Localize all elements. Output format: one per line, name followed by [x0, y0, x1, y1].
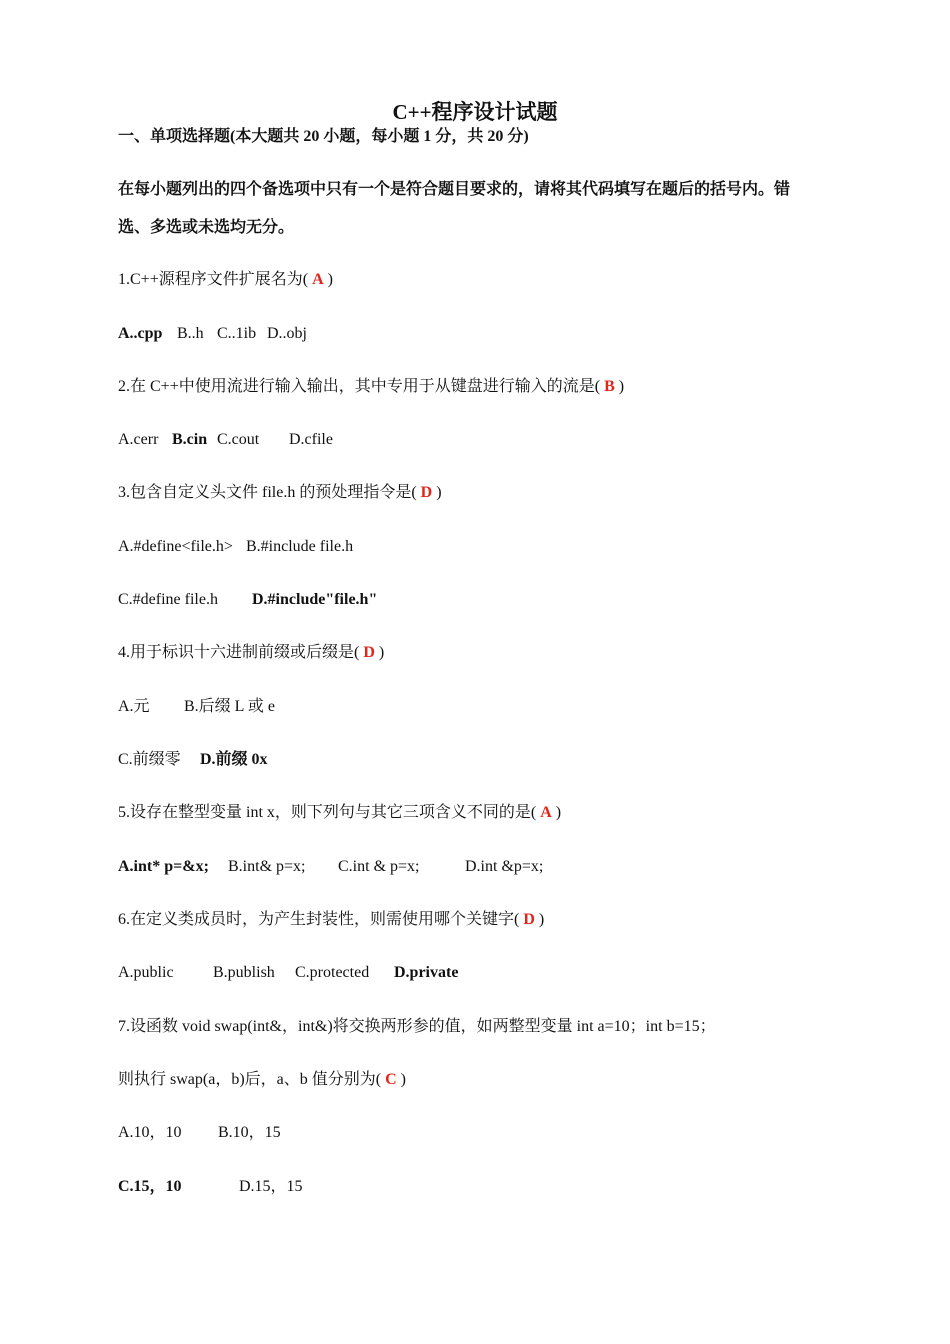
question-1-answer: A — [312, 271, 324, 288]
option-d: D.int &p=x; — [465, 858, 544, 875]
option-c: C.cout — [217, 431, 260, 448]
question-4-answer: D — [363, 644, 375, 661]
option-b: B..h — [177, 325, 204, 342]
option-b: B.cin — [172, 431, 208, 448]
option-d: D.#include"file.h" — [252, 591, 378, 608]
option-b: B.后缀 L 或 e — [184, 698, 275, 715]
section-header: 一、单项选择题(本大题共 20 小题，每小题 1 分，共 20 分) — [118, 128, 529, 145]
option-a: A..cpp — [118, 325, 163, 342]
question-4-stem: 4.用于标识十六进制前缀或后缀是( D ) — [118, 644, 385, 661]
option-a: A.10，10 — [118, 1124, 182, 1141]
option-a: A.元 — [118, 698, 150, 715]
question-5-answer: A — [540, 804, 552, 821]
option-d: D.15，15 — [239, 1178, 303, 1195]
option-b: B.10，15 — [218, 1124, 281, 1141]
option-d: D.cfile — [289, 431, 333, 448]
option-c: C.前缀零 — [118, 751, 181, 768]
option-c: C.15，10 — [118, 1178, 182, 1195]
question-7-stem-continued: 则执行 swap(a，b)后，a、b 值分别为( C ) — [118, 1071, 406, 1088]
option-a: A.cerr — [118, 431, 159, 448]
instructions-line-1: 在每小题列出的四个备选项中只有一个是符合题目要求的，请将其代码填写在题后的括号内。错 — [118, 181, 791, 198]
option-a: A.public — [118, 964, 174, 981]
option-d: D..obj — [267, 325, 307, 342]
question-2-answer: B — [604, 378, 615, 395]
question-2-stem: 2.在 C++中使用流进行输入输出，其中专用于从键盘进行输入的流是( B ) — [118, 378, 625, 395]
option-d: D.private — [394, 964, 459, 981]
question-6-stem: 6.在定义类成员时，为产生封装性，则需使用哪个关键字( D ) — [118, 911, 545, 928]
page-title: C++程序设计试题 — [392, 100, 558, 124]
option-c: C..1ib — [217, 325, 257, 342]
option-c: C.int & p=x; — [338, 858, 420, 875]
option-a: A.int* p=&x; — [118, 858, 209, 875]
question-3-answer: D — [420, 484, 433, 501]
question-6-answer: D — [523, 911, 535, 928]
option-c: C.protected — [295, 964, 370, 981]
option-c: C.#define file.h — [118, 591, 218, 608]
option-b: B.#include file.h — [246, 538, 354, 555]
option-b: B.publish — [213, 964, 275, 981]
option-b: B.int& p=x; — [228, 858, 306, 875]
option-a: A.#define<file.h> — [118, 538, 233, 555]
question-1-stem: 1.C++源程序文件扩展名为( A ) — [118, 271, 333, 288]
instructions-line-2: 选、多选或未选均无分。 — [118, 219, 295, 236]
option-d: D.前缀 0x — [200, 751, 268, 768]
question-3-stem: 3.包含自定义头文件 file.h 的预处理指令是( D ) — [118, 484, 442, 501]
question-7-answer: C — [385, 1071, 397, 1088]
question-5-stem: 5.设存在整型变量 int x，则下列句与其它三项含义不同的是( A ) — [118, 804, 562, 821]
question-7-stem: 7.设函数 void swap(int&，int&)将交换两形参的值，如两整型变量 int a=10；int b=15； — [118, 1018, 716, 1035]
